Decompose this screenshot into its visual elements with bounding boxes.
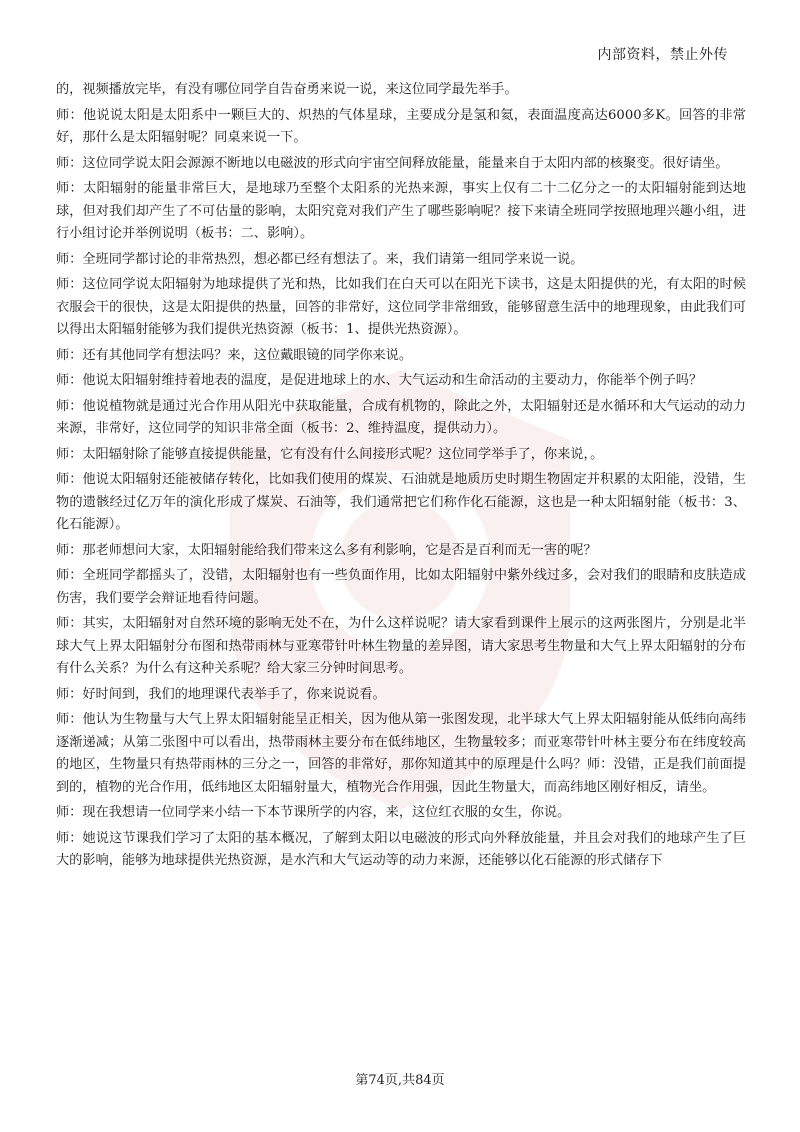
paragraph: 师：他说太阳辐射维持着地表的温度，是促进地球上的水、大气运动和生命活动的主要动力，你能举个例子吗？ [56,373,703,388]
paragraph: 师：太阳辐射的能量非常巨大，是地球乃至整个太阳系的光热来源，事实上仅有二十二亿分之一的太阳辐射能到达地球，但对我们却产生了不可估量的影响，太阳究竟对我们产生了哪些影响呢？接下来请全班同学按照地理兴趣小组，进行小组讨论并举例说明（板书：二、影响）。 [56,181,746,241]
paragraph: 师：他认为生物量与大气上界太阳辐射能呈正相关，因为他从第一张图发现，北半球大气上界太阳辐射能从低纬向高纬逐渐递减；从第二张图中可以看出，热带雨林主要分布在低纬地区，生物量较多；而亚寒带针叶林主要分布在纬度较高的地区，生物量只有热带雨林的三分之一，回答的非常好，那你知道其中的原理是什么吗？师：没错，正是我们前面提到的，植物的光合作用，低纬地区太阳辐射量大，植物光合作用强，因此生物量大，而高纬地区刚好相反，请坐。 [56,712,746,795]
paragraph: 师：这位同学说太阳辐射为地球提供了光和热，比如我们在白天可以在阳光下读书，这是太阳提供的光，有太阳的时候衣服会干的很快，这是太阳提供的热量，回答的非常好，这位同学非常细致，能够留意生活中的地理现象，由此我们可以得出太阳辐射能够为我们提供光热资源（板书：1、提供光热资源）。 [56,277,746,337]
paragraph: 师：那老师想问大家，太阳辐射能给我们带来这么多有利影响，它是否是百利而无一害的呢？ [56,542,597,558]
paragraph: 师：全班同学都摇头了，没错，太阳辐射也有一些负面作用，比如太阳辐射中紫外线过多，会对我们的眼睛和皮肤造成伤害，我们要学会辩证地看待问题。 [56,568,746,606]
paragraph: 师：全班同学都讨论的非常热烈，想必都已经有想法了。来，我们请第一组同学来说一说。 [56,251,584,267]
paragraph: 师：她说这节课我们学习了太阳的基本概况，了解到太阳以电磁波的形式向外释放能量，并且会对我们的地球产生了巨大的影响，能够为地球提供光热资源，是水汽和大气运动等的动力来源，还能够以化石能源的形式储存下 [56,830,746,868]
paragraph: 师：太阳辐射除了能够直接提供能量，它有没有什么间接形式呢？这位同学举手了，你来说，。 [56,446,604,462]
paragraph: 师：好时间到，我们的地理课代表举手了，你来说说看。 [56,686,386,702]
paragraph: 师：他说说太阳是太阳系中一颗巨大的、炽热的气体星球，主要成分是氢和氦，表面温度高达6000多K。回答的非常好，那什么是太阳辐射呢？同桌来说一下。 [56,107,746,145]
paragraph: 的，视频播放完毕，有没有哪位同学自告奋勇来说一说，来这位同学最先举手。 [56,82,518,97]
paragraph: 师：这位同学说太阳会源源不断地以电磁波的形式向宇宙空间释放能量，能量来自于太阳内部的核聚变。很好请坐。 [56,155,729,171]
paragraph: 师：还有其他同学有想法吗？来，这位戴眼镜的同学你来说。 [56,347,413,363]
page-number: 第74页,共84页 [355,1073,445,1088]
paragraph: 师：现在我想请一位同学来小结一下本节课所学的内容，来，这位红衣服的女生，你说。 [56,805,571,820]
confidential-notice: 内部资料，禁止外传 [597,47,728,63]
paragraph: 师：其实，太阳辐射对自然环境的影响无处不在，为什么这样说呢？请大家看到课件上展示的这两张图片，分别是北半球大气上界太阳辐射分布图和热带雨林与亚寒带针叶林生物量的差异图，请大家思考生物量和大气上界太阳辐射的分布有什么关系？为什么有这种关系呢？给大家三分钟时间思考。 [56,616,746,676]
paragraph: 师：他说太阳辐射还能被储存转化，比如我们使用的煤炭、石油就是地质历史时期生物固定并积累的太阳能，没错，生物的遗骸经过亿万年的演化形成了煤炭、石油等，我们通常把它们称作化石能源，这也是一种太阳辐射能（板书：3、化石能源）。 [56,472,746,532]
document-body [56,79,746,876]
paragraph: 师：他说植物就是通过光合作用从阳光中获取能量，合成有机物的，除此之外，太阳辐射还是水循环和大气运动的动力来源，非常好，这位同学的知识非常全面（板书：2、维持温度，提供动力）。 [56,398,746,436]
